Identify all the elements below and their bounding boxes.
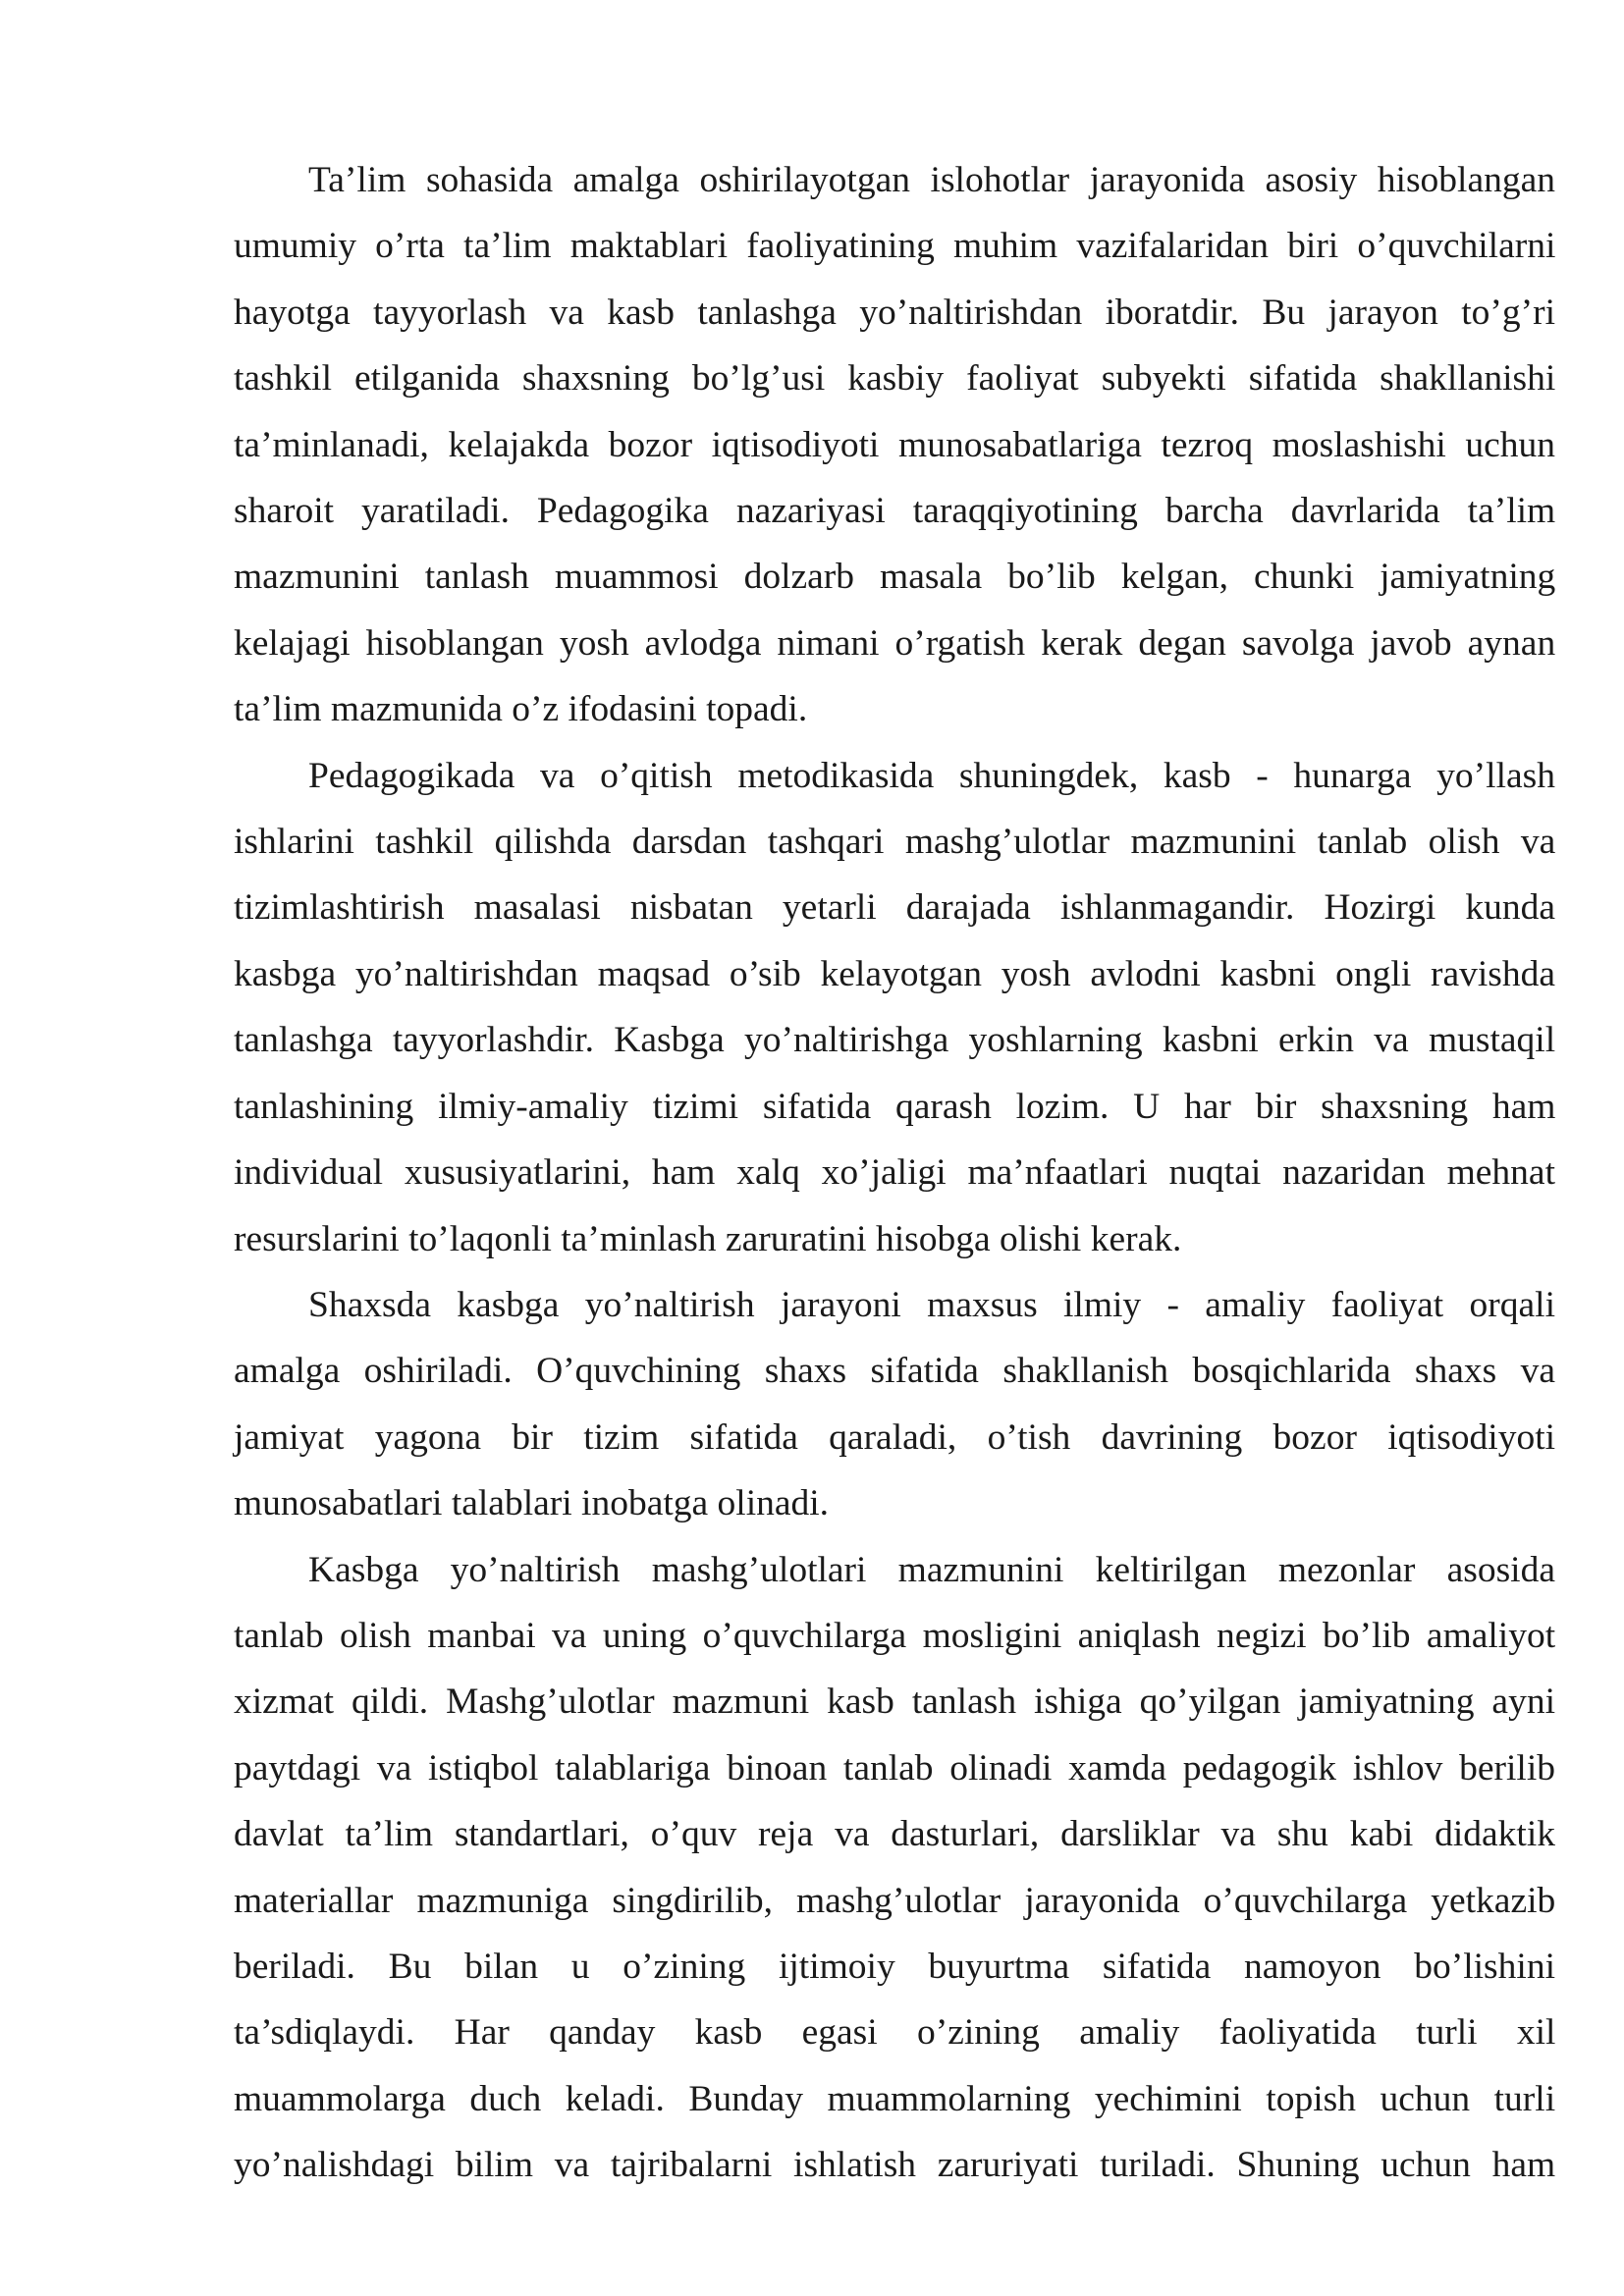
text-line: tizimlashtirish masalasi nisbatan yetarli darajada ishlanmagandir. Hozirgi kunda xyxy=(234,887,1556,929)
paragraph-2 xyxy=(234,743,1555,1272)
text-line: Kasbga yo’naltirish mashg’ulotlari mazmunini keltirilgan mezonlar asosida xyxy=(308,1549,1555,1590)
paragraph-4 xyxy=(234,1537,1555,2199)
text-line: umumiy o’rta ta’lim maktablari faoliyatining muhim vazifalaridan biri o’quvchilarni xyxy=(234,226,1556,267)
text-line: munosabatlari talablari inobatga olinadi. xyxy=(234,1483,830,1524)
paragraph-3 xyxy=(234,1272,1555,1537)
text-line: mazmunini tanlash muammosi dolzarb masala bo’lib kelgan, chunki jamiyatning xyxy=(234,557,1556,598)
text-line: davlat ta’lim standartlari, o’quv reja va dasturlari, darsliklar va shu kabi didaktik xyxy=(234,1814,1555,1855)
text-line: kelajagi hisoblangan yosh avlodga nimani o’rgatish kerak degan savolga javob aynan xyxy=(234,622,1556,664)
text-line: beriladi. Bu bilan u o’zining ijtimoiy buyurtma sifatida namoyon bo’lishini xyxy=(234,1946,1555,1987)
text-line: individual xususiyatlarini, ham xalq xo’jaligi ma’nfaatlari nuqtai nazaridan mehnat xyxy=(234,1152,1555,1194)
text-line: jamiyat yagona bir tizim sifatida qaraladi, o’tish davrining bozor iqtisodiyoti xyxy=(234,1416,1556,1458)
text-line: tashkil etilganida shaxsning bo’lg’usi kasbiy faoliyat subyekti sifatida shakllanishi xyxy=(234,358,1556,400)
text-line: ta’lim mazmunida o’z ifodasini topadi. xyxy=(234,689,808,730)
text-line: sharoit yaratiladi. Pedagogika nazariyasi taraqqiyotining barcha davrlarida ta’lim xyxy=(234,491,1556,532)
text-line: amalga oshiriladi. O’quvchining shaxs sifatida shakllanish bosqichlarida shaxs va xyxy=(234,1351,1555,1392)
text-line: Ta’lim sohasida amalga oshirilayotgan islohotlar jarayonida asosiy hisoblangan xyxy=(308,160,1555,200)
text-line: resurslarini to’laqonli ta’minlash zaruratini hisobga olishi kerak. xyxy=(234,1218,1182,1259)
text-line: xizmat qildi. Mashg’ulotlar mazmuni kasb tanlash ishiga qo’yilgan jamiyatning ayni xyxy=(234,1682,1555,1723)
text-line: tanlashga tayyorlashdir. Kasbga yo’naltirishga yoshlarning kasbni erkin va mustaqil xyxy=(234,1020,1556,1061)
text-line: Shaxsda kasbga yo’naltirish jarayoni maxsus ilmiy - amaliy faoliyat orqali xyxy=(308,1284,1555,1325)
text-line: kasbga yo’naltirishdan maqsad o’sib kelayotgan yosh avlodni kasbni ongli ravishda xyxy=(234,953,1555,994)
text-line: Pedagogikada va o’qitish metodikasida shuningdek, kasb - hunarga yo’llash xyxy=(308,755,1555,796)
text-line: muammolarga duch keladi. Bunday muammolarning yechimini topish uchun turli xyxy=(234,2078,1556,2119)
text-line: materiallar mazmuniga singdirilib, mashg’ulotlar jarayonida o’quvchilarga yetkazib xyxy=(234,1880,1556,1921)
text-line: ishlarini tashkil qilishda darsdan tashqari mashg’ulotlar mazmunini tanlab olish va xyxy=(234,822,1556,863)
text-line: ta’minlanadi, kelajakda bozor iqtisodiyoti munosabatlariga tezroq moslashishi uchun xyxy=(234,424,1555,465)
text-line: paytdagi va istiqbol talablariga binoan tanlab olinadi xamda pedagogik ishlov berilib xyxy=(234,1747,1555,1789)
text-line: hayotga tayyorlash va kasb tanlashga yo’naltirishdan iboratdir. Bu jarayon to’g’ri xyxy=(234,292,1555,333)
text-line: tanlashining ilmiy-amaliy tizimi sifatida qarash lozim. U har bir shaxsning ham xyxy=(234,1086,1556,1127)
body-text xyxy=(234,147,1555,2199)
text-line: tanlab olish manbai va uning o’quvchilarga mosligini aniqlash negizi bo’lib amaliyot xyxy=(234,1615,1556,1656)
text-line: yo’nalishdagi bilim va tajribalarni ishlatish zaruriyati turiladi. Shuning uchun ham xyxy=(234,2145,1556,2186)
text-line: ta’sdiqlaydi. Har qanday kasb egasi o’zining amaliy faoliyatida turli xil xyxy=(234,2012,1556,2054)
paragraph-1 xyxy=(234,147,1555,743)
